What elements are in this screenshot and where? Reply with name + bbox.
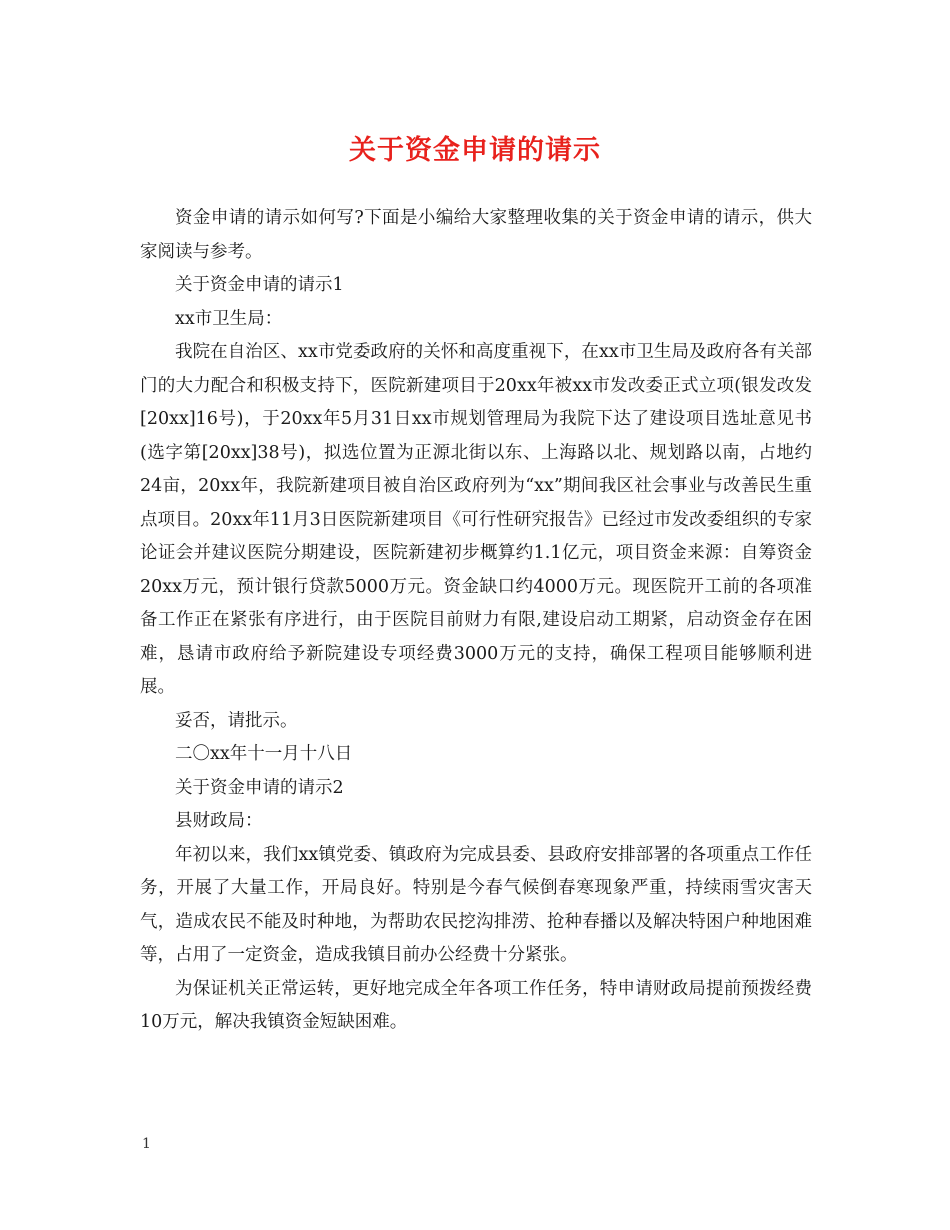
recipient-2: 县财政局： [175, 811, 263, 831]
page-number: 1 [142, 1136, 151, 1152]
recipient-1: xx市卫生局： [175, 308, 283, 329]
document-title: 关于资金申请的请示 [349, 135, 601, 166]
section-heading-2: 关于资金申请的请示2 [175, 777, 344, 798]
body-paragraph-3: 为保证机关正常运转，更好地完成全年各项工作任务，特申请财政局提前预拨经费10万元，解决我镇资金短缺困难。 [140, 978, 812, 1032]
intro-paragraph: 资金申请的请示如何写?下面是小编给大家整理收集的关于资金申请的请示，供大家阅读与参考。 [140, 208, 812, 262]
date-line-1: 二〇xx年十一月十八日 [175, 744, 353, 764]
body-paragraph-2: 年初以来，我们xx镇党委、镇政府为完成县委、县政府安排部署的各项重点工作任务，开展了大量工作，开局良好。特别是今春气候倒春寒现象严重，持续雨雪灾害天气，造成农民不能及时种地，为帮助农民挖沟排涝、抢种春播以及解决特困户种地困难等，占用了一定资金，造成我镇目前办公经费十分紧张。 [140, 844, 812, 965]
section-heading-1: 关于资金申请的请示1 [175, 275, 344, 295]
document-body [140, 202, 812, 1040]
body-paragraph-1: 我院在自治区、xx市党委政府的关怀和高度重视下，在xx市卫生局及政府各有关部门的大力配合和积极支持下，医院新建项目于20xx年被xx市发改委正式立项(银发改发[20xx]16号)，于20xx年5月31日xx市规划管理局为我院下达了建设项目选址意见书(选字第[20xx]38号)，拟选位置为正源北街以东、上海路以北、规划路以南，占地约24亩，20xx年，我院新建项目被自治区政府列为“xx”期间我区社会事业与改善民生重点项目。20xx年11月3日医院新建项目《可行性研究报告》已经过市发改委组织的专家论证会并建议医院分期建设，医院新建初步概算约1.1亿元，项目资金来源：自筹资金20xx万元，预计银行贷款5000万元。资金缺口约4000万元。现医院开工前的各项准备工作正在紧张有序进行，由于医院目前财力有限,建设启动工期紧，启动资金存在困难，恳请市政府给予新院建设专项经费3000万元的支持，确保工程项目能够顺利进展。 [140, 342, 812, 697]
closing-request-1: 妥否，请批示。 [175, 710, 298, 731]
